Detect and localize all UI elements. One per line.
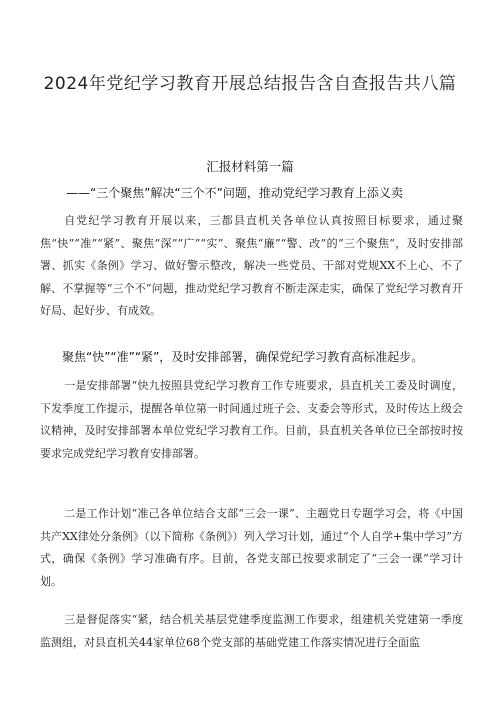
paragraph-second-point: 二是工作计划“准己各单位结合支部“三会一课”、主题党日专题学习会，将《中国共产XX律处分条例》（以下简称《条例》）列入学习计划，通过“个人自学+集中学习”方式，确保《条例》学习准确有序。目前，各党支部已按要求制定了“三会一课”学习计划。 — [40, 507, 463, 588]
paragraph-first-point: 一是安排部署“快九按照县党纪学习教育工作专班要求，县直机关工委及时调度，下发季度工作提示，提醒各单位第一时间通过班子会、支委会等形式，及时传达上级会议精神，及时安排部署本单位党纪学习教育工作。目前，县直机关各单位已全部按时按要求完成党纪学习教育安排部署。 — [40, 379, 463, 460]
paragraph-intro: 自党纪学习教育开展以来，三都县直机关各单位认真按照目标要求，通过聚焦“快”“准”“紧”、聚焦“深”“广”“实”、聚焦“廉”“警、改”的“三个聚焦“，及时安排部署、抓实《条例》学习、做好警示整改，解决一些党员、干部对党规XX不上心、不了解、不掌握等“三个不”问题，推动党纪学习教育不断走深走实，确保了党纪学习教育开好局、起好步、有成效。 — [40, 214, 463, 317]
document-title: 2024年党纪学习教育开展总结报告含自查报告共八篇 — [43, 74, 457, 94]
bold-heading: 聚焦“快”“准”“紧”，及时安排部署，确保党纪学习教育高标准起步。 — [62, 350, 424, 364]
subheading: ——“三个聚焦”解决“三个不”问题，推动党纪学习教育上添义卖 — [66, 186, 403, 200]
paragraph-third-point: 三是督促落实“紧，结合机关基层党建季度监测工作要求，组建机关党建第一季度监测组，对县直机关44家单位68个党支部的基础党建工作落实情况进行全面监 — [40, 613, 463, 649]
section-heading: 汇报材料第一篇 — [206, 159, 294, 174]
